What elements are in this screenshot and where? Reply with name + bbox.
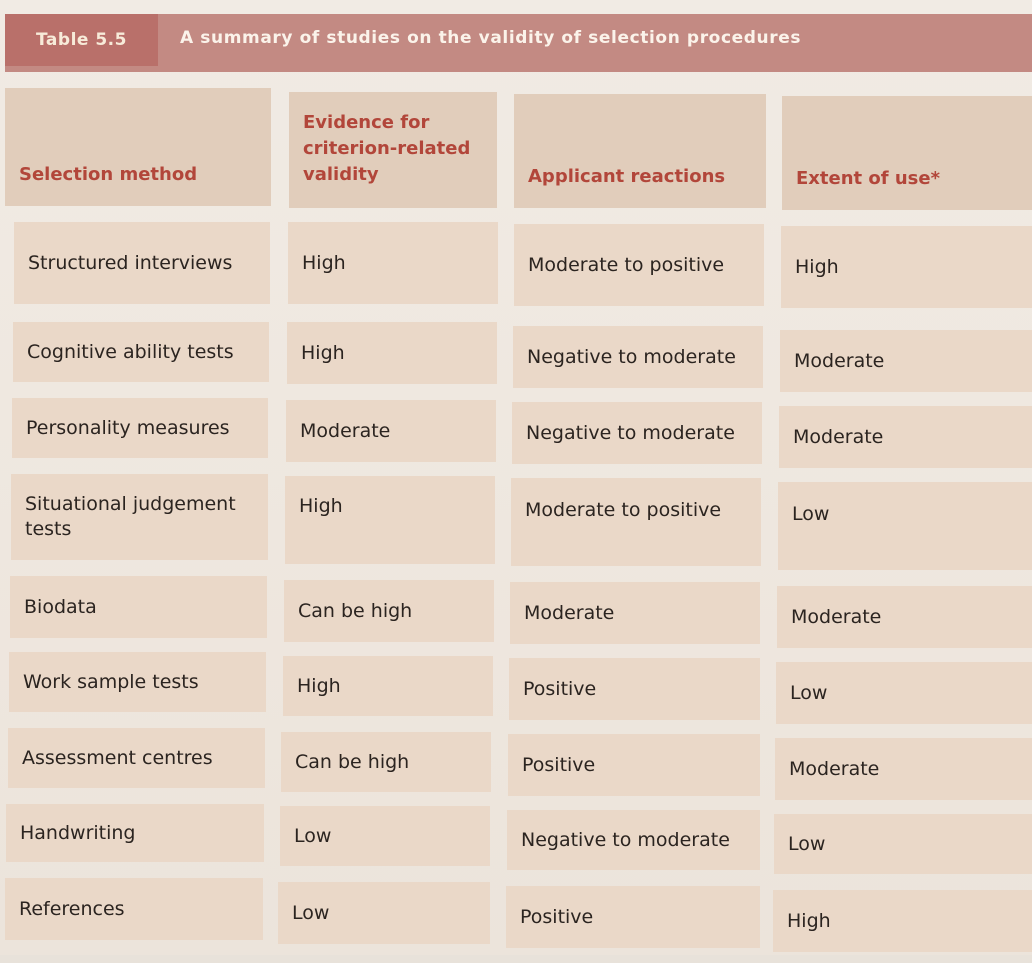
table-row-cell <box>13 322 269 382</box>
reaction-value: Negative to moderate <box>521 828 730 851</box>
table-row-cell <box>775 738 1032 800</box>
validity-value: Low <box>292 901 330 924</box>
table-row-cell <box>514 224 764 306</box>
header-label: Applicant reactions <box>528 166 726 187</box>
table-row-cell <box>508 734 760 796</box>
validity-value: Can be high <box>298 599 413 622</box>
use-value: Low <box>788 832 826 855</box>
use-value: Moderate <box>789 757 880 780</box>
table-row-cell <box>288 222 498 304</box>
table-title: A summary of studies on the validity of selection procedures <box>180 28 802 48</box>
header-label: Selection method <box>19 164 198 185</box>
table-row-cell <box>507 810 760 870</box>
method-name: Assessment centres <box>22 746 213 769</box>
method-name: Handwriting <box>20 821 136 844</box>
reaction-value: Moderate to positive <box>528 253 725 276</box>
reaction-value: Moderate to positive <box>525 499 722 521</box>
table-row-cell <box>12 398 268 458</box>
header-validity-evidence <box>289 92 497 208</box>
validity-value: High <box>302 251 346 274</box>
table-row-cell <box>11 474 268 560</box>
table-row-cell <box>278 882 490 944</box>
table-row-cell <box>506 886 760 948</box>
method-name: Personality measures <box>26 416 230 439</box>
table-row-cell <box>286 400 496 462</box>
validity-value: High <box>299 495 343 517</box>
table-row-cell <box>284 580 494 642</box>
table-number-label: Table 5.5 <box>5 14 158 66</box>
table-row-cell <box>285 476 495 564</box>
table-row-cell <box>283 656 493 716</box>
method-name: Situational judgement tests <box>25 493 236 540</box>
table-row-cell <box>779 406 1032 468</box>
use-value: High <box>795 255 839 278</box>
use-value: Moderate <box>793 425 884 448</box>
use-value: Moderate <box>791 605 882 628</box>
table-row-cell <box>774 814 1032 874</box>
table-row-cell <box>8 728 265 788</box>
table-row-cell <box>778 482 1032 570</box>
table-row-cell <box>513 326 763 388</box>
method-name: References <box>19 897 125 920</box>
table-row-cell <box>281 732 491 792</box>
validity-value: High <box>301 341 345 364</box>
method-name: Structured interviews <box>28 251 233 274</box>
validity-value: Moderate <box>300 419 391 442</box>
table-row-cell <box>511 478 761 566</box>
table-row-cell <box>777 586 1032 648</box>
validity-value: High <box>297 674 341 697</box>
table-row-cell <box>510 582 760 644</box>
table-row-cell <box>773 890 1032 952</box>
header-selection-method <box>5 88 271 206</box>
reaction-value: Negative to moderate <box>527 345 736 368</box>
reaction-value: Moderate <box>524 601 615 624</box>
method-name: Cognitive ability tests <box>27 340 234 363</box>
reaction-value: Positive <box>522 753 596 776</box>
method-name: Biodata <box>24 595 97 618</box>
table-row-cell <box>6 804 264 862</box>
use-value: Low <box>792 503 830 525</box>
table-row-cell <box>781 226 1032 308</box>
validity-value: Can be high <box>295 750 410 773</box>
page-bottom-edge <box>0 955 1032 963</box>
reaction-value: Positive <box>523 677 597 700</box>
table-row-cell <box>9 652 266 712</box>
method-name: Work sample tests <box>23 670 199 693</box>
header-applicant-reactions <box>514 94 766 208</box>
table-row-cell <box>776 662 1032 724</box>
reaction-value: Negative to moderate <box>526 421 735 444</box>
header-extent-of-use <box>782 96 1032 210</box>
table-row-cell <box>512 402 762 464</box>
table-row-cell <box>780 330 1032 392</box>
header-label: Evidence for criterion-related validity <box>303 112 471 185</box>
table-row-cell <box>10 576 267 638</box>
use-value: Low <box>790 681 828 704</box>
table-row-cell <box>14 222 270 304</box>
table-row-cell <box>280 806 490 866</box>
header-label: Extent of use* <box>796 168 941 189</box>
reaction-value: Positive <box>520 905 594 928</box>
table-row-cell <box>509 658 760 720</box>
validity-value: Low <box>294 824 332 847</box>
table-row-cell <box>5 878 263 940</box>
table-row-cell <box>287 322 497 384</box>
use-value: High <box>787 909 831 932</box>
use-value: Moderate <box>794 349 885 372</box>
